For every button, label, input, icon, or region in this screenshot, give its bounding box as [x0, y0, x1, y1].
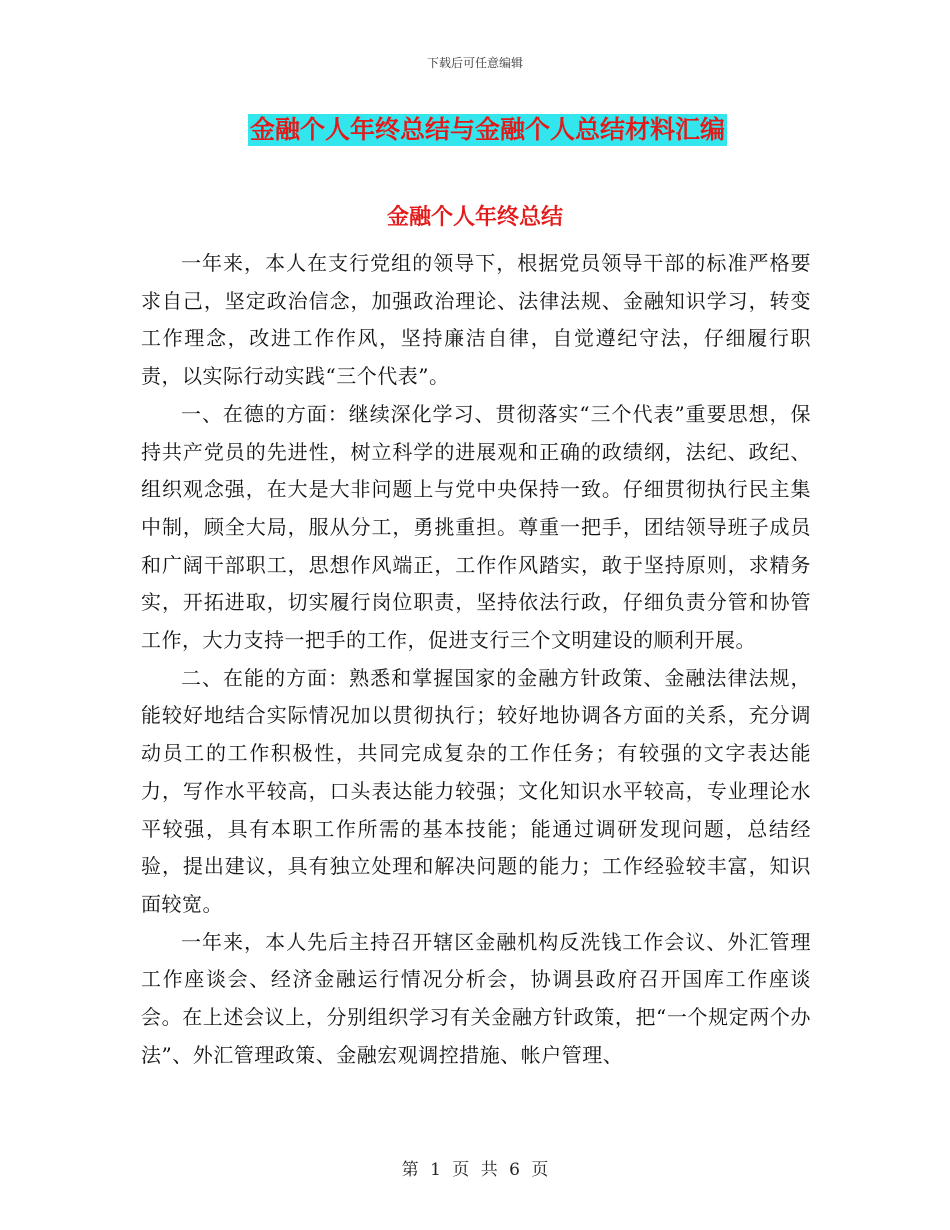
document-body [141, 245, 811, 1074]
header-note: 下载后可任意编辑 [426, 56, 523, 70]
paragraph: 二、在能的方面：熟悉和掌握国家的金融方针政策、金融法律法规，能较好地结合实际情况加以贯彻执行；较好地协调各方面的关系，充分调动员工的工作积极性，共同完成复杂的工作任务；有较强的文字表达能力，写作水平较高，口头表达能力较强；文化知识水平较高，专业理论水平较强，具有本职工作所需的基本技能；能通过调研发现问题，总结经验，提出建议，具有独立处理和解决问题的能力；工作经验较丰富，知识面较宽。 [141, 665, 811, 916]
paragraph: 一年来，本人先后主持召开辖区金融机构反洗钱工作会议、外汇管理工作座谈会、经济金融运行情况分析会，协调县政府召开国库工作座谈会。在上述会议上，分别组织学习有关金融方针政策，把“一个规定两个办法”、外汇管理政策、金融宏观调控措施、帐户管理、 [141, 929, 811, 1067]
paragraph: 一、在德的方面：继续深化学习、贯彻落实“三个代表”重要思想，保持共产党员的先进性，树立科学的进展观和正确的政绩纲，法纪、政纪、组织观念强，在大是大非问题上与党中央保持一致。仔细贯彻执行民主集中制，顾全大局，服从分工，勇挑重担。尊重一把手，团结领导班子成员和广阔干部职工，思想作风端正，工作作风踏实，敢于坚持原则，求精务实，开拓进取，切实履行岗位职责，坚持依法行政，仔细负责分管和协管工作，大力支持一把手的工作，促进支行三个文明建设的顺利开展。 [141, 401, 811, 653]
section-title: 金融个人年终总结 [386, 205, 563, 230]
document-title: 金融个人年终总结与金融个人总结材料汇编 [250, 115, 726, 144]
page-footer: 第 1 页 共 6 页 [401, 1160, 549, 1180]
paragraph: 一年来，本人在支行党组的领导下，根据党员领导干部的标准严格要求自己，坚定政治信念，加强政治理论、法律法规、金融知识学习，转变工作理念，改进工作作风，坚持廉洁自律，自觉遵纪守法，仔细履行职责，以实际行动实践“三个代表”。 [141, 251, 811, 389]
